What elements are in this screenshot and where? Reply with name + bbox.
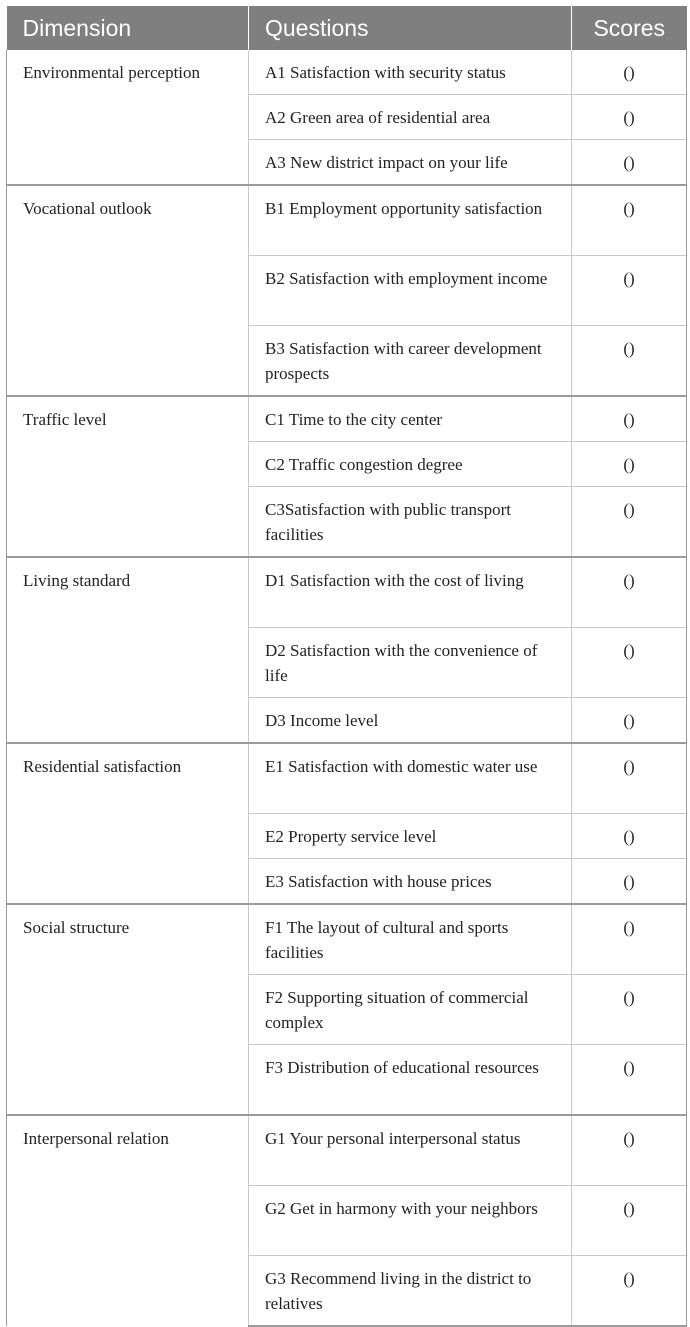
score-cell: () [572,256,687,326]
score-cell: () [572,1256,687,1327]
table-row [7,50,687,95]
score-cell: () [572,140,687,186]
table-row [7,185,687,256]
header-row [7,6,687,50]
question-cell: D3 Income level [249,698,572,744]
question-cell: G3 Recommend living in the district to relatives [249,1256,572,1327]
score-cell: () [572,698,687,744]
score-cell: () [572,1045,687,1116]
question-cell: A2 Green area of residential area [249,95,572,140]
question-cell: F1 The layout of cultural and sports facilities [249,904,572,975]
dimension-cell: Social structure [7,904,249,1115]
question-cell: B3 Satisfaction with career development prospects [249,326,572,397]
score-cell: () [572,814,687,859]
score-cell: () [572,904,687,975]
score-cell: () [572,442,687,487]
score-cell: () [572,628,687,698]
dimension-cell: Vocational outlook [7,185,249,396]
question-cell: B1 Employment opportunity satisfaction [249,185,572,256]
question-cell: E2 Property service level [249,814,572,859]
question-cell: B2 Satisfaction with employment income [249,256,572,326]
dimension-cell: Environmental perception [7,50,249,185]
table-row [7,904,687,975]
question-cell: E1 Satisfaction with domestic water use [249,743,572,814]
question-cell: A1 Satisfaction with security status [249,50,572,95]
table-body [7,50,687,1326]
score-cell: () [572,1186,687,1256]
question-cell: G1 Your personal interpersonal status [249,1115,572,1186]
question-cell: F2 Supporting situation of commercial complex [249,975,572,1045]
dimension-cell: Living standard [7,557,249,743]
score-cell: () [572,185,687,256]
question-cell: C3Satisfaction with public transport facilities [249,487,572,558]
scores-column-header: Scores [572,6,687,50]
question-cell: E3 Satisfaction with house prices [249,859,572,905]
score-cell: () [572,859,687,905]
question-cell: F3 Distribution of educational resources [249,1045,572,1116]
question-cell: D2 Satisfaction with the convenience of life [249,628,572,698]
score-cell: () [572,326,687,397]
dimension-cell: Traffic level [7,396,249,557]
table-row [7,743,687,814]
score-cell: () [572,975,687,1045]
score-cell: () [572,743,687,814]
table-row [7,557,687,628]
score-cell: () [572,95,687,140]
score-cell: () [572,557,687,628]
table-row [7,396,687,442]
score-cell: () [572,50,687,95]
table-header [7,6,687,50]
question-cell: C1 Time to the city center [249,396,572,442]
score-cell: () [572,396,687,442]
question-cell: A3 New district impact on your life [249,140,572,186]
question-cell: D1 Satisfaction with the cost of living [249,557,572,628]
question-cell: C2 Traffic congestion degree [249,442,572,487]
question-cell: G2 Get in harmony with your neighbors [249,1186,572,1256]
questions-column-header: Questions [249,6,572,50]
table-row [7,1115,687,1186]
survey-table [6,6,687,1327]
dimension-column-header: Dimension [7,6,249,50]
score-cell: () [572,1115,687,1186]
dimension-cell: Interpersonal relation [7,1115,249,1326]
score-cell: () [572,487,687,558]
dimension-cell: Residential satisfaction [7,743,249,904]
